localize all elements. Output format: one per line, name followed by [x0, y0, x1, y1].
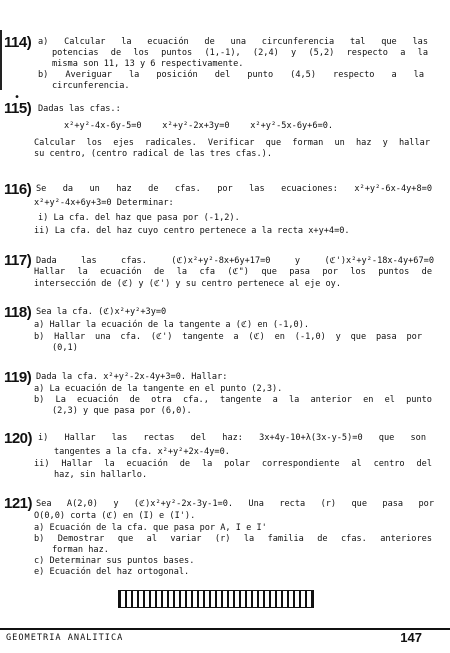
problem-text-line: (2,3) y que pasa por (6,0).	[52, 406, 192, 416]
problem-text-line: b) Averiguar la posición del punto (4,5) respecto a la	[38, 70, 424, 80]
problem-text-line: b) Demostrar que al variar (r) la familia de cfas. anteriores	[34, 534, 432, 544]
problem-text-line: e) Ecuación del haz ortogonal.	[34, 567, 190, 577]
problem-text-line: ii) Hallar la ecuación de la polar correspondiente al centro del	[34, 459, 432, 469]
problem-text-line: (0,1)	[52, 343, 78, 353]
problem-text-line: Dada la cfa. x²+y²-2x-4y+3=0. Hallar:	[36, 372, 228, 382]
scan-artifact-bar	[118, 590, 314, 608]
problem-text-line: Se da un haz de cfas. por las ecuaciones: x²+y²-6x-4y+8=0	[36, 184, 432, 194]
problem-text-line: potencias de los puntos (1,-1), (2,4) y (5,2) respecto a la	[52, 48, 428, 58]
problem-text-line: Sea A(2,0) y (ℭ)x²+y²-2x-3y-1=0. Una recta (r) que pasa por	[36, 499, 434, 509]
problem-text-line: Dada las cfas. (ℭ)x²+y²-8x+6y+17=0 y (ℭ')x²+y²-18x-4y+67=0	[36, 256, 434, 266]
problem-text-line: a) Ecuación de la cfa. que pasa por A, I e I'	[34, 523, 267, 533]
running-footer-title: GEOMETRIA ANALITICA	[6, 633, 124, 643]
problem-text-line: a) La ecuación de la tangente en el punto (2,3).	[34, 384, 283, 394]
problem-number: 120)	[4, 430, 33, 447]
problem-text-line: su centro, (centro radical de las tres cfas.).	[34, 149, 272, 159]
problem-text-line: Hallar la ecuación de la cfa (ℭ") que pasa por los puntos de	[34, 267, 432, 277]
problem-text-line: circunferencia.	[52, 81, 130, 91]
problem-text-line: haz, sin hallarlo.	[54, 470, 148, 480]
problem-text-line: b) La ecuación de otra cfa., tangente a la anterior en el punto	[34, 395, 432, 405]
footer-rule	[0, 628, 450, 630]
problem-number: 121)	[4, 495, 33, 512]
problem-text-line: tangentes a la cfa. x²+y²+2x-4y=0.	[54, 447, 230, 457]
problem-text-line: Calcular los ejes radicales. Verificar que forman un haz y hallar	[34, 138, 430, 148]
problem-text-line: Dadas las cfas.:	[38, 104, 121, 114]
page-number: 147	[400, 630, 422, 645]
problem-text-line: i) Hallar las rectas del haz: 3x+4y-10+λ(3x-y-5)=0 que son	[38, 433, 426, 443]
problem-number: 118)	[4, 304, 32, 321]
problem-number: 115)	[4, 100, 32, 117]
problem-text-line: b) Hallar una cfa. (ℭ') tangente a (ℭ) en (-1,0) y que pasa por	[34, 332, 422, 342]
problem-text-line: i) La cfa. del haz que pasa por (-1,2).	[38, 213, 240, 223]
problem-text-line: forman haz.	[52, 545, 109, 555]
problem-text-line: Sea la cfa. (ℭ)x²+y²+3y=0	[36, 307, 167, 317]
equation-line: x²+y²-4x-6y-5=0 x²+y²-2x+3y=0 x²+y²-5x-6y+6=0.	[64, 121, 334, 131]
problem-text-line: intersección de (ℭ) y (ℭ') y su centro pertenece al eje oy.	[34, 279, 341, 289]
problem-text-line: c) Determinar sus puntos bases.	[34, 556, 195, 566]
margin-dot: •	[14, 92, 21, 103]
problem-text-line: misma son 11, 13 y 6 respectivamente.	[52, 59, 244, 69]
problem-number: 117)	[4, 252, 32, 269]
problem-text-line: ii) La cfa. del haz cuyo centro pertenece a la recta x+y+4=0.	[34, 226, 350, 236]
problem-text-line: O(0,0) corta (ℭ) en (I) e (I').	[34, 511, 196, 521]
problem-number: 119)	[4, 369, 32, 386]
problem-text-line: a) Calcular la ecuación de una circunferencia tal que las	[38, 37, 428, 47]
problem-text-line: a) Hallar la ecuación de la tangente a (ℭ) en (-1,0).	[34, 320, 310, 330]
problem-number: 114)	[4, 34, 32, 51]
problem-number: 116)	[4, 181, 32, 198]
margin-rule	[0, 30, 2, 90]
equation-line: x²+y²-4x+6y+3=0 Determinar:	[34, 198, 174, 208]
